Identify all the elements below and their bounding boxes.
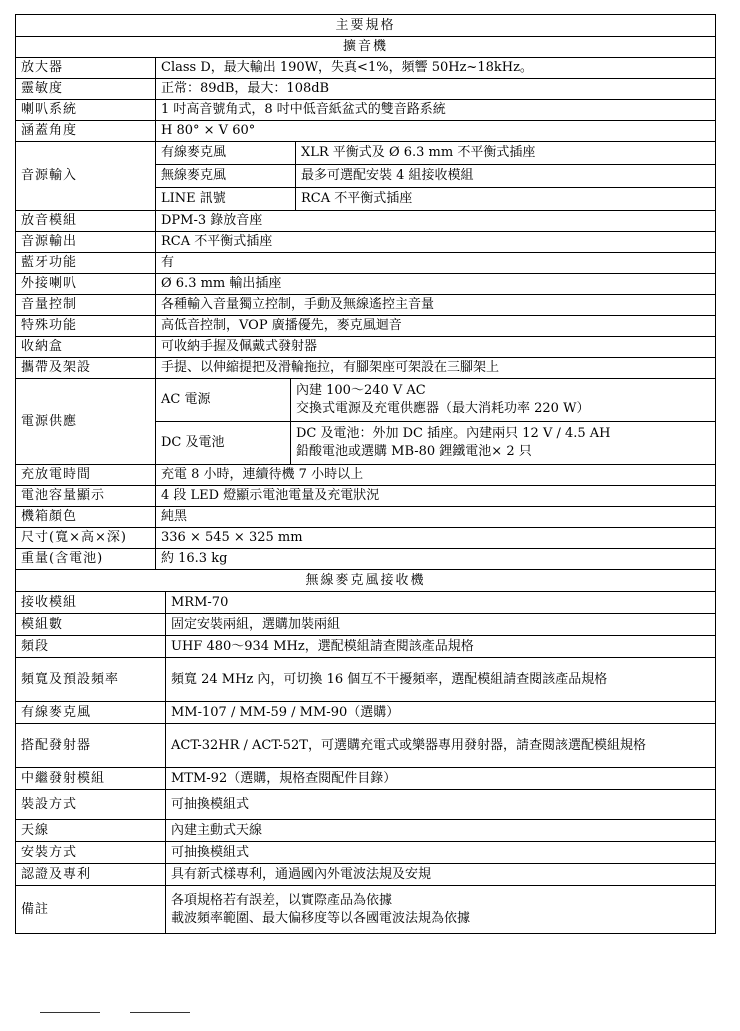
spec-value: 具有新式樣專利，通過國內外電波法規及安規	[166, 864, 716, 886]
spec-row	[16, 121, 716, 142]
spec-label: 藍牙功能	[16, 253, 156, 274]
spec-label: 頻寬及預設頻率	[16, 658, 166, 702]
spec-label: 中繼發射模組	[16, 768, 166, 790]
spec-row	[16, 295, 716, 316]
spec-sheet	[15, 14, 715, 934]
spec-value: MM-107 / MM-59 / MM-90（選購）	[166, 702, 716, 724]
spec-label: 尺寸(寬×高×深)	[16, 528, 156, 549]
spec-value: 336 × 545 × 325 mm	[156, 528, 716, 549]
spec-label: 裝設方式	[16, 790, 166, 820]
spec-table-power	[15, 378, 716, 465]
spec-row	[16, 790, 716, 820]
spec-value: 可抽換模組式	[166, 842, 716, 864]
spec-value: 固定安裝兩組，選購加裝兩組	[166, 614, 716, 636]
spec-label: 搭配發射器	[16, 724, 166, 768]
spec-label: 認證及專利	[16, 864, 166, 886]
spec-table-receiver	[15, 591, 716, 934]
spec-value: 各種輸入音量獨立控制，手動及無線遙控主音量	[156, 295, 716, 316]
spec-row	[16, 702, 716, 724]
spec-label: 外接喇叭	[16, 274, 156, 295]
power-dc-line2: 鉛酸電池或選購 MB-80 鋰鐵電池× 2 只	[296, 444, 532, 459]
spec-row	[16, 79, 716, 100]
spec-value: 頻寬 24 MHz 內，可切換 16 個互不干擾頻率，選配模組請查閱該產品規格	[166, 658, 716, 702]
section-title-receiver: 無線麥克風接收機	[16, 570, 716, 592]
notes-row	[16, 886, 716, 934]
spec-value: 手提、以伸縮提把及滑輪拖拉，有腳架座可架設在三腳架上	[156, 358, 716, 379]
spec-value: 4 段 LED 燈顯示電池電量及充電狀況	[156, 486, 716, 507]
spec-value: 高低音控制，VOP 廣播優先，麥克風迴音	[156, 316, 716, 337]
power-ac-line1: 內建 100～240 V AC	[296, 383, 426, 398]
spec-row	[16, 507, 716, 528]
spec-row	[16, 358, 716, 379]
spec-value: UHF 480～934 MHz，選配模組請查閱該產品規格	[166, 636, 716, 658]
spec-row	[16, 528, 716, 549]
spec-value: 約 16.3 kg	[156, 549, 716, 570]
spec-value: ACT-32HR / ACT-52T，可選購充電式或樂器專用發射器，請查閱該選配模組規格	[166, 724, 716, 768]
spec-row	[16, 211, 716, 232]
spec-value: Ø 6.3 mm 輸出插座	[156, 274, 716, 295]
spec-label-notes: 備註	[16, 886, 166, 934]
power-type-dc: DC 及電池	[156, 422, 291, 465]
spec-label: 有線麥克風	[16, 702, 166, 724]
power-type-ac: AC 電源	[156, 379, 291, 422]
spec-label: 充放電時間	[16, 465, 156, 486]
footer-rule	[40, 1012, 240, 1018]
input-value: RCA 不平衡式插座	[296, 188, 716, 211]
notes-line1: 各項規格若有誤差，以實際產品為依據	[171, 892, 393, 908]
power-dc-line1: DC 及電池：外加 DC 插座。內建兩只 12 V / 4.5 AH	[296, 426, 611, 441]
spec-value: 充電 8 小時，連續待機 7 小時以上	[156, 465, 716, 486]
spec-label: 機箱顏色	[16, 507, 156, 528]
power-row-ac	[16, 379, 716, 422]
spec-row	[16, 658, 716, 702]
spec-label: 涵蓋角度	[16, 121, 156, 142]
power-value-ac	[291, 379, 716, 422]
spec-label: 放音模組	[16, 211, 156, 232]
spec-value: RCA 不平衡式插座	[156, 232, 716, 253]
spec-value: 1 吋高音號角式，8 吋中低音紙盆式的雙音路系統	[156, 100, 716, 121]
spec-label: 靈敏度	[16, 79, 156, 100]
notes-line2: 載波頻率範圍、最大偏移度等以各國電波法規為依據	[171, 910, 471, 926]
spec-table-amplifier	[15, 14, 716, 379]
input-value: XLR 平衡式及 Ø 6.3 mm 不平衡式插座	[296, 142, 716, 165]
spec-value: H 80° × V 60°	[156, 121, 716, 142]
spec-row	[16, 58, 716, 79]
spec-label: 頻段	[16, 636, 166, 658]
spec-row	[16, 253, 716, 274]
input-type: LINE 訊號	[156, 188, 296, 211]
spec-row	[16, 337, 716, 358]
spec-label: 音源輸出	[16, 232, 156, 253]
spec-row	[16, 549, 716, 570]
page-title: 主要規格	[16, 15, 716, 37]
spec-value: 有	[156, 253, 716, 274]
spec-label: 喇叭系統	[16, 100, 156, 121]
spec-value: 純黑	[156, 507, 716, 528]
spec-label: 電池容量顯示	[16, 486, 156, 507]
input-type: 有線麥克風	[156, 142, 296, 165]
spec-label: 音量控制	[16, 295, 156, 316]
spec-row	[16, 768, 716, 790]
spec-value: 可抽換模組式	[166, 790, 716, 820]
section-title-amplifier: 擴音機	[16, 37, 716, 58]
spec-value: Class D，最大輸出 190W，失真<1%，頻響 50Hz~18kHz。	[156, 58, 716, 79]
power-ac-line2: 交換式電源及充電供應器（最大消耗功率 220 W）	[296, 401, 590, 416]
spec-label: 攜帶及架設	[16, 358, 156, 379]
spec-label: 天線	[16, 820, 166, 842]
spec-value: 正常：89dB，最大：108dB	[156, 79, 716, 100]
spec-row	[16, 614, 716, 636]
spec-row	[16, 592, 716, 614]
spec-label: 模組數	[16, 614, 166, 636]
spec-value: 內建主動式天線	[166, 820, 716, 842]
spec-row	[16, 842, 716, 864]
spec-label: 重量(含電池)	[16, 549, 156, 570]
spec-row	[16, 100, 716, 121]
audio-input-row	[16, 142, 716, 165]
spec-row	[16, 864, 716, 886]
input-type: 無線麥克風	[156, 165, 296, 188]
spec-label: 安裝方式	[16, 842, 166, 864]
spec-value: DPM-3 錄放音座	[156, 211, 716, 232]
spec-label: 特殊功能	[16, 316, 156, 337]
spec-label: 接收模組	[16, 592, 166, 614]
spec-value: 可收納手握及佩戴式發射器	[156, 337, 716, 358]
spec-label-power: 電源供應	[16, 379, 156, 465]
notes-value	[166, 886, 716, 934]
power-value-dc	[291, 422, 716, 465]
spec-row	[16, 465, 716, 486]
spec-label-audio-input: 音源輸入	[16, 142, 156, 211]
input-value: 最多可選配安裝 4 組接收模組	[296, 165, 716, 188]
spec-row	[16, 820, 716, 842]
spec-value: MRM-70	[166, 592, 716, 614]
spec-row	[16, 724, 716, 768]
spec-row	[16, 636, 716, 658]
spec-table-misc	[15, 464, 716, 592]
spec-row	[16, 232, 716, 253]
spec-row	[16, 486, 716, 507]
spec-value: MTM-92（選購，規格查閱配件目錄）	[166, 768, 716, 790]
spec-row	[16, 274, 716, 295]
spec-label: 收納盒	[16, 337, 156, 358]
spec-label: 放大器	[16, 58, 156, 79]
spec-row	[16, 316, 716, 337]
